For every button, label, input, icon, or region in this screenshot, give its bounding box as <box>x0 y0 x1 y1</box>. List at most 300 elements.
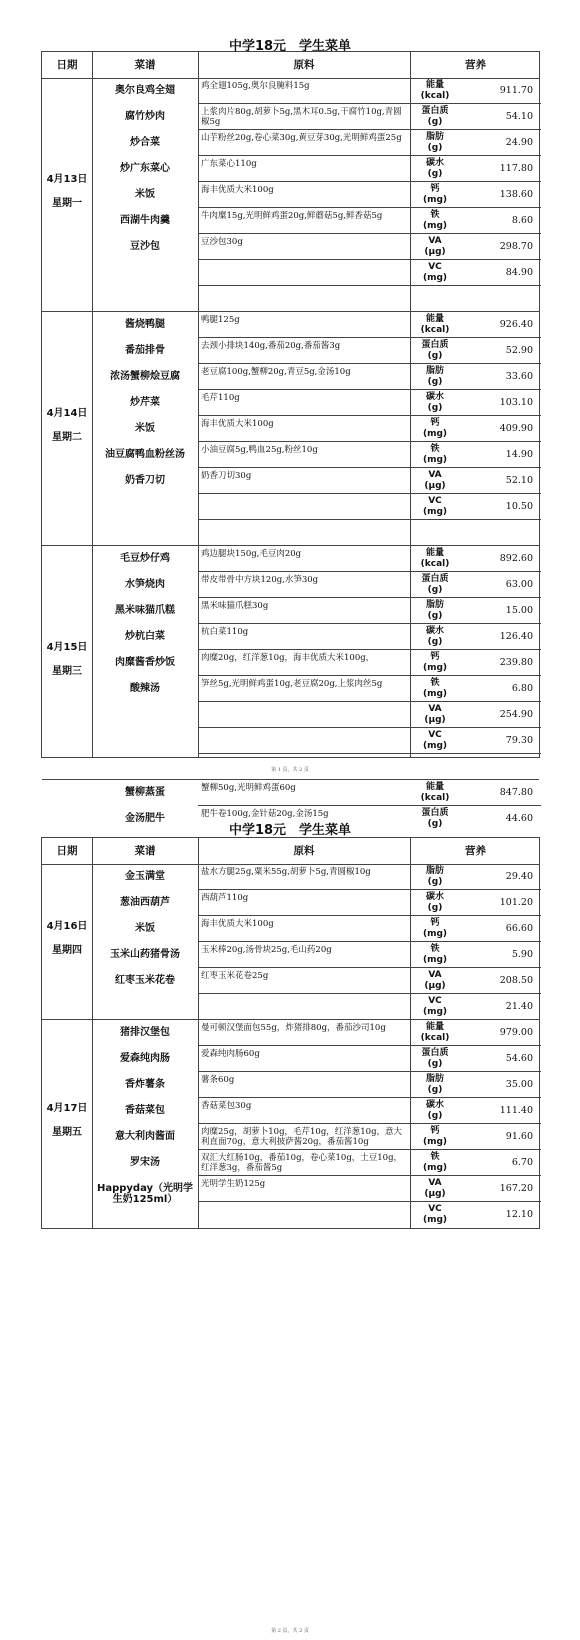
nutrient-label-line: (g) <box>427 142 443 153</box>
day-weekday: 星期一 <box>52 198 82 209</box>
nutrition-row <box>410 650 541 676</box>
dish-name: 金汤肥牛 <box>125 813 165 824</box>
dish-name: 炒杭白菜 <box>125 631 165 642</box>
ingredient-cell: 鸡边腿块150g,毛豆肉20g <box>198 546 410 572</box>
nutrient-label-line: (μg) <box>424 480 446 491</box>
nutrition-row <box>410 78 541 104</box>
nutrient-value: 91.60 <box>505 1131 533 1142</box>
nutrient-label <box>410 1202 460 1227</box>
ingredient-cell: 山芋粉丝20g,卷心菜30g,黄豆芽30g,光明鲜鸡蛋25g <box>198 130 410 156</box>
nutrient-label <box>410 1020 460 1045</box>
ingredient-cell: 小油豆腐5g,鸭血25g,粉丝10g <box>198 442 410 468</box>
nutrition-row <box>410 1072 541 1098</box>
ingredient-cell: 广东菜心110g <box>198 156 410 182</box>
dish-name: 酸辣汤 <box>130 683 160 694</box>
day-date: 4月13日 <box>46 174 88 185</box>
nutrient-value: 979.00 <box>499 1027 533 1038</box>
dish-name: 腐竹炒肉 <box>125 111 165 122</box>
nutrition-row <box>410 312 541 338</box>
dish-name: 毛豆炒仔鸡 <box>120 553 170 564</box>
ingredient-cell <box>198 286 410 312</box>
nutrient-value: 103.10 <box>499 397 533 408</box>
nutrition-row <box>410 234 541 260</box>
nutrient-label-line: 碳水 <box>425 625 444 636</box>
ingredient-cell: 上浆肉片80g,胡萝卜5g,黑木耳0.5g,干腐竹10g,青圆椒5g <box>198 104 410 130</box>
nutrient-label-line: (g) <box>427 376 443 387</box>
nutrient-label-line: 碳水 <box>425 391 444 402</box>
nutrient-label-line: (mg) <box>422 1136 448 1147</box>
ingredient-cell: 杭白菜110g <box>198 624 410 650</box>
nutrient-label-line: (g) <box>427 876 443 887</box>
dish-name: 罗宋汤 <box>130 1157 160 1168</box>
nutrient-label <box>410 1176 460 1201</box>
day-block <box>42 546 539 780</box>
col-nutrition: 营养 <box>465 845 486 857</box>
ingredient-cell: 香菇菜包30g <box>198 1098 410 1124</box>
nutrient-label-line: (mg) <box>422 272 448 283</box>
col-date: 日期 <box>56 845 78 857</box>
nutrient-label-line: (μg) <box>424 714 446 725</box>
col-nutrition: 营养 <box>465 59 486 71</box>
nutrition-row <box>410 968 541 994</box>
dish-name: 蟹柳蒸蛋 <box>125 787 165 798</box>
nutrient-label-line: (g) <box>427 1084 443 1095</box>
day-block <box>42 312 539 546</box>
nutrient-label-line: (μg) <box>424 1188 446 1199</box>
nutrient-value: 5.90 <box>511 949 533 960</box>
nutrition-row <box>410 1150 541 1176</box>
nutrient-label-line: 脂肪 <box>425 365 444 376</box>
nutrition-row <box>410 1124 541 1150</box>
nutrient-value: 892.60 <box>499 553 533 564</box>
nutrition-row <box>410 468 541 494</box>
nutrient-label-line: (g) <box>427 1110 443 1121</box>
dish-name: 肉糜酱香炒饭 <box>115 657 175 668</box>
nutrient-value: 167.20 <box>499 1183 533 1194</box>
nutrient-label <box>410 598 460 623</box>
nutrition-row <box>410 208 541 234</box>
nutrient-label <box>410 130 460 155</box>
nutrient-label-line: (g) <box>427 584 443 595</box>
nutrient-label-line: 钙 <box>430 1125 440 1136</box>
nutrient-value: 52.10 <box>505 475 533 486</box>
nutrient-label <box>410 546 460 571</box>
nutrient-label-line: (g) <box>427 902 443 913</box>
dish-name: 奶香刀切 <box>125 475 165 486</box>
ingredient-cell: 曼可顿汉堡面包55g，炸猪排80g，番茄沙司10g <box>198 1020 410 1046</box>
dish-name: 香炸薯条 <box>125 1079 165 1090</box>
col-dish: 菜谱 <box>134 59 156 71</box>
nutrient-value: 254.90 <box>499 709 533 720</box>
ingredient-cell: 鸡全翅105g,奥尔良腌料15g <box>198 78 410 104</box>
dish-name: 米饭 <box>135 189 155 200</box>
dish-name: 米饭 <box>135 923 155 934</box>
nutrient-value: 21.40 <box>505 1001 533 1012</box>
nutrient-label-line: 碳水 <box>425 157 444 168</box>
day-block <box>42 1020 539 1228</box>
nutrient-label-line: 蛋白质 <box>421 573 449 584</box>
dish-name: 炒芹菜 <box>130 397 160 408</box>
nutrient-label-line: (mg) <box>422 740 448 751</box>
dish-name: 米饭 <box>135 423 155 434</box>
nutrition-row <box>410 546 541 572</box>
nutrient-value: 44.60 <box>505 813 533 824</box>
nutrient-label <box>410 994 460 1019</box>
nutrient-value: 15.00 <box>505 605 533 616</box>
day-weekday: 星期三 <box>52 666 82 677</box>
nutrient-label-line: 能量 <box>425 313 444 324</box>
nutrient-label-line: (mg) <box>422 506 448 517</box>
nutrient-value: 6.80 <box>511 683 533 694</box>
ingredient-cell: 红枣玉米花卷25g <box>198 968 410 994</box>
ingredient-cell <box>198 702 410 728</box>
nutrient-label <box>410 942 460 967</box>
nutrition-row <box>410 1020 541 1046</box>
day-block <box>42 78 539 312</box>
ingredient-cell: 鸭腿125g <box>198 312 410 338</box>
nutrient-label-line: 脂肪 <box>425 599 444 610</box>
nutrition-row <box>410 104 541 130</box>
nutrient-label-line: (g) <box>427 610 443 621</box>
table-header <box>42 52 539 79</box>
ingredient-cell: 带皮带骨中方块120g,水笋30g <box>198 572 410 598</box>
nutrient-value: 926.40 <box>499 319 533 330</box>
nutrient-value: 117.80 <box>499 163 533 174</box>
nutrient-label <box>410 702 460 727</box>
nutrition-row <box>410 994 541 1020</box>
nutrient-label-line: VC <box>428 729 442 740</box>
nutrition-row <box>410 1176 541 1202</box>
dish-name: 红枣玉米花卷 <box>115 975 175 986</box>
ingredient-cell: 海丰优质大米100g <box>198 182 410 208</box>
nutrient-label-line: 钙 <box>430 417 440 428</box>
nutrient-label-line: VC <box>428 995 442 1006</box>
nutrition-row <box>410 390 541 416</box>
col-dish: 菜谱 <box>134 845 156 857</box>
nutrient-label-line: VC <box>428 1203 442 1214</box>
ingredient-cell: 爱森纯肉肠60g <box>198 1046 410 1072</box>
nutrient-label-line: (mg) <box>422 220 448 231</box>
nutrient-label-line: (mg) <box>422 1162 448 1173</box>
nutrient-label-line: VA <box>428 469 442 480</box>
nutrient-label-line: (mg) <box>422 428 448 439</box>
day-weekday: 星期二 <box>52 432 82 443</box>
day-block <box>42 864 539 1020</box>
nutrient-label-line: (mg) <box>422 1006 448 1017</box>
nutrient-value: 63.00 <box>505 579 533 590</box>
dish-name: Happyday（光明学生奶125ml） <box>96 1183 194 1205</box>
nutrient-label <box>410 312 460 337</box>
nutrient-value: 126.40 <box>499 631 533 642</box>
nutrient-label <box>410 676 460 701</box>
nutrient-value: 911.70 <box>499 85 533 96</box>
ingredient-cell: 肉糜20g，红洋葱10g，海丰优质大米100g， <box>198 650 410 676</box>
nutrient-label-line: 蛋白质 <box>421 339 449 350</box>
nutrient-value: 84.90 <box>505 267 533 278</box>
ingredient-cell: 玉米棒20g,汤骨块25g,毛山药20g <box>198 942 410 968</box>
ingredient-cell: 海丰优质大米100g <box>198 416 410 442</box>
dish-name: 葱油西葫芦 <box>120 897 170 908</box>
nutrient-value: 12.10 <box>505 1209 533 1220</box>
col-date: 日期 <box>56 59 78 71</box>
nutrient-value: 10.50 <box>505 501 533 512</box>
nutrition-row <box>410 1202 541 1228</box>
nutrient-label-line: (g) <box>427 636 443 647</box>
table-header <box>42 838 539 865</box>
nutrient-label-line: VA <box>428 235 442 246</box>
nutrition-row <box>410 442 541 468</box>
day-weekday: 星期四 <box>52 945 82 956</box>
nutrient-value: 54.60 <box>505 1053 533 1064</box>
dish-name: 金玉满堂 <box>125 871 165 882</box>
nutrition-row <box>410 182 541 208</box>
nutrient-label <box>410 572 460 597</box>
day-label <box>42 171 92 213</box>
ingredient-cell: 去颈小排块140g,番茄20g,番茄酱3g <box>198 338 410 364</box>
nutrient-label <box>410 364 460 389</box>
nutrient-value: 847.80 <box>499 787 533 798</box>
nutrient-label-line: (mg) <box>422 454 448 465</box>
nutrient-label-line: 碳水 <box>425 1099 444 1110</box>
nutrient-label <box>410 338 460 363</box>
nutrient-label-line: (mg) <box>422 662 448 673</box>
nutrient-label <box>410 442 460 467</box>
nutrient-label-line: (g) <box>427 818 443 829</box>
dish-name: 水笋烧肉 <box>125 579 165 590</box>
nutrient-label-line: (kcal) <box>420 324 450 335</box>
nutrient-label-line: (kcal) <box>420 90 450 101</box>
nutrient-label-line: (μg) <box>424 980 446 991</box>
nutrient-value: 29.40 <box>505 871 533 882</box>
day-label <box>42 918 92 960</box>
nutrient-value: 111.40 <box>499 1105 533 1116</box>
nutrient-label-line: 钙 <box>430 651 440 662</box>
nutrient-label-line: (kcal) <box>420 558 450 569</box>
nutrient-label-line: 蛋白质 <box>421 807 449 818</box>
nutrient-label <box>410 208 460 233</box>
nutrient-label-line: (g) <box>427 168 443 179</box>
ingredient-cell <box>198 728 410 754</box>
ingredient-cell <box>198 260 410 286</box>
nutrient-label <box>410 864 460 889</box>
ingredient-cell: 豆沙包30g <box>198 234 410 260</box>
nutrient-label-line: 铁 <box>430 943 440 954</box>
ingredient-cell <box>198 994 410 1020</box>
ingredient-cell: 海丰优质大米100g <box>198 916 410 942</box>
nutrient-value: 298.70 <box>499 241 533 252</box>
nutrient-label <box>410 468 460 493</box>
page-footer: 第 1 页，共 2 页 <box>271 767 309 773</box>
nutrition-row <box>410 890 541 916</box>
nutrient-label <box>410 890 460 915</box>
menu-table <box>41 837 540 1229</box>
nutrient-label <box>410 1046 460 1071</box>
dish-name: 酱烧鸭腿 <box>125 319 165 330</box>
ingredient-cell: 牛肉糜15g,光明鲜鸡蛋20g,鲜蘑菇5g,鲜香菇5g <box>198 208 410 234</box>
nutrient-label-line: (g) <box>427 1058 443 1069</box>
nutrient-label <box>410 1098 460 1123</box>
day-label <box>42 782 92 788</box>
nutrient-label-line: VA <box>428 969 442 980</box>
nutrient-label-line: 钙 <box>430 917 440 928</box>
nutrient-label <box>410 968 460 993</box>
ingredient-cell: 双汇大红肠10g，番茄10g，卷心菜10g，土豆10g，红洋葱3g，番茄酱5g <box>198 1150 410 1176</box>
nutrition-row <box>410 494 541 520</box>
nutrient-value: 14.90 <box>505 449 533 460</box>
nutrition-row <box>410 916 541 942</box>
nutrient-value: 208.50 <box>499 975 533 986</box>
nutrition-row <box>410 338 541 364</box>
dish-name: 豆沙包 <box>130 241 160 252</box>
col-ingredients: 原料 <box>293 845 315 857</box>
nutrient-label-line: 能量 <box>425 1021 444 1032</box>
dish-name: 玉米山药猪骨汤 <box>110 949 180 960</box>
day-weekday: 星期五 <box>52 1127 82 1138</box>
nutrient-label-line: (mg) <box>422 1214 448 1225</box>
dish-name: 番茄排骨 <box>125 345 165 356</box>
ingredient-cell <box>198 520 410 546</box>
nutrition-row <box>410 156 541 182</box>
day-date: 4月15日 <box>46 642 88 653</box>
nutrient-label-line: (mg) <box>422 688 448 699</box>
dish-name: 西湖牛肉羹 <box>120 215 170 226</box>
nutrient-label-line: 蛋白质 <box>421 105 449 116</box>
nutrition-row <box>410 572 541 598</box>
ingredient-cell: 奶香刀切30g <box>198 468 410 494</box>
nutrition-row <box>410 1046 541 1072</box>
nutrient-label-line: (g) <box>427 116 443 127</box>
nutrient-label <box>410 78 460 103</box>
dish-name: 炒合菜 <box>130 137 160 148</box>
ingredient-cell: 蟹柳50g,光明鲜鸡蛋60g <box>198 780 410 806</box>
nutrient-label <box>410 650 460 675</box>
nutrient-label-line: 能量 <box>425 79 444 90</box>
day-date: 4月16日 <box>46 921 88 932</box>
nutrient-label-line: (g) <box>427 350 443 361</box>
dish-name: 爱森纯肉肠 <box>120 1053 170 1064</box>
nutrient-label <box>410 390 460 415</box>
nutrition-row <box>410 942 541 968</box>
ingredient-cell <box>198 1202 410 1228</box>
nutrient-label-line: 铁 <box>430 443 440 454</box>
nutrient-label-line: 蛋白质 <box>421 1047 449 1058</box>
nutrient-label-line: 脂肪 <box>425 1073 444 1084</box>
nutrition-row <box>410 1098 541 1124</box>
page-footer: 第 2 页，共 2 页 <box>271 1628 309 1634</box>
day-label <box>42 405 92 447</box>
nutrient-label <box>410 624 460 649</box>
nutrition-row <box>410 598 541 624</box>
nutrient-value: 35.00 <box>505 1079 533 1090</box>
nutrient-value: 24.90 <box>505 137 533 148</box>
menu-page-2 <box>0 800 580 1640</box>
nutrient-label <box>410 916 460 941</box>
nutrient-label-line: VC <box>428 261 442 272</box>
nutrient-value: 409.90 <box>499 423 533 434</box>
nutrient-label <box>410 1150 460 1175</box>
nutrient-label-line: 能量 <box>425 547 444 558</box>
day-date: 4月17日 <box>46 1103 88 1114</box>
dish-name: 意大利肉酱面 <box>115 1131 175 1142</box>
dish-name: 炒广东菜心 <box>120 163 170 174</box>
nutrient-label-line: 铁 <box>430 677 440 688</box>
nutrient-label-line: (g) <box>427 402 443 413</box>
nutrient-label <box>410 182 460 207</box>
dish-name: 香菇菜包 <box>125 1105 165 1116</box>
nutrient-value: 6.70 <box>511 1157 533 1168</box>
ingredient-cell: 肉糜25g，胡萝卜10g，毛芹10g，红洋葱10g，意大利直面70g，意大利披萨酱20g，番茄酱10g <box>198 1124 410 1150</box>
col-ingredients: 原料 <box>293 59 315 71</box>
nutrient-label <box>410 104 460 129</box>
day-date: 4月14日 <box>46 408 88 419</box>
nutrient-value: 66.60 <box>505 923 533 934</box>
nutrition-row <box>410 702 541 728</box>
nutrient-value: 239.80 <box>499 657 533 668</box>
nutrient-label-line: (mg) <box>422 194 448 205</box>
ingredient-cell: 光明学生奶125g <box>198 1176 410 1202</box>
dish-name: 猪排汉堡包 <box>120 1027 170 1038</box>
nutrient-value: 138.60 <box>499 189 533 200</box>
nutrient-label-line: VC <box>428 495 442 506</box>
nutrient-label-line: 碳水 <box>425 891 444 902</box>
nutrition-row <box>410 728 541 754</box>
nutrient-label-line: VA <box>428 1177 442 1188</box>
ingredient-cell: 老豆腐100g,蟹柳20g,青豆5g,金汤10g <box>198 364 410 390</box>
nutrient-label <box>410 260 460 285</box>
nutrient-label-line: (kcal) <box>420 792 450 803</box>
nutrient-value: 101.20 <box>499 897 533 908</box>
nutrition-row <box>410 364 541 390</box>
nutrient-label <box>410 416 460 441</box>
nutrient-label-line: (mg) <box>422 928 448 939</box>
ingredient-cell: 盐水方腿25g,粟米55g,胡萝卜5g,青圆椒10g <box>198 864 410 890</box>
ingredient-cell <box>198 494 410 520</box>
ingredient-cell: 笋丝5g,光明鲜鸡蛋10g,老豆腐20g,上浆肉丝5g <box>198 676 410 702</box>
nutrient-label-line: 铁 <box>430 209 440 220</box>
nutrient-label-line: (mg) <box>422 954 448 965</box>
dish-name: 油豆腐鸭血粉丝汤 <box>105 449 185 460</box>
nutrient-label-line: 脂肪 <box>425 131 444 142</box>
nutrient-value: 52.90 <box>505 345 533 356</box>
nutrient-label <box>410 156 460 181</box>
nutrient-label <box>410 1124 460 1149</box>
nutrient-value: 8.60 <box>511 215 533 226</box>
nutrient-label-line: 脂肪 <box>425 865 444 876</box>
dish-name: 黑米味猫爪糕 <box>115 605 175 616</box>
nutrient-label-line: 钙 <box>430 183 440 194</box>
nutrient-label-line: 能量 <box>425 781 444 792</box>
nutrient-label <box>410 1072 460 1097</box>
ingredient-cell: 薯条60g <box>198 1072 410 1098</box>
day-label <box>42 639 92 681</box>
dish-name: 浓汤蟹柳烩豆腐 <box>110 371 180 382</box>
nutrition-row <box>410 130 541 156</box>
nutrient-label <box>410 234 460 259</box>
nutrient-label <box>410 494 460 519</box>
nutrition-row <box>410 624 541 650</box>
nutrient-label-line: (μg) <box>424 246 446 257</box>
nutrition-row <box>410 676 541 702</box>
nutrition-row <box>410 260 541 286</box>
nutrient-label-line: VA <box>428 703 442 714</box>
nutrient-label-line: (kcal) <box>420 1032 450 1043</box>
nutrient-value: 54.10 <box>505 111 533 122</box>
page-title: 中学18元 学生菜单 <box>228 823 352 838</box>
nutrition-row <box>410 416 541 442</box>
nutrient-label <box>410 728 460 753</box>
ingredient-cell: 肥牛卷100g,金针菇20g,金汤15g <box>201 809 329 819</box>
page-title: 中学18元 学生菜单 <box>228 39 352 54</box>
